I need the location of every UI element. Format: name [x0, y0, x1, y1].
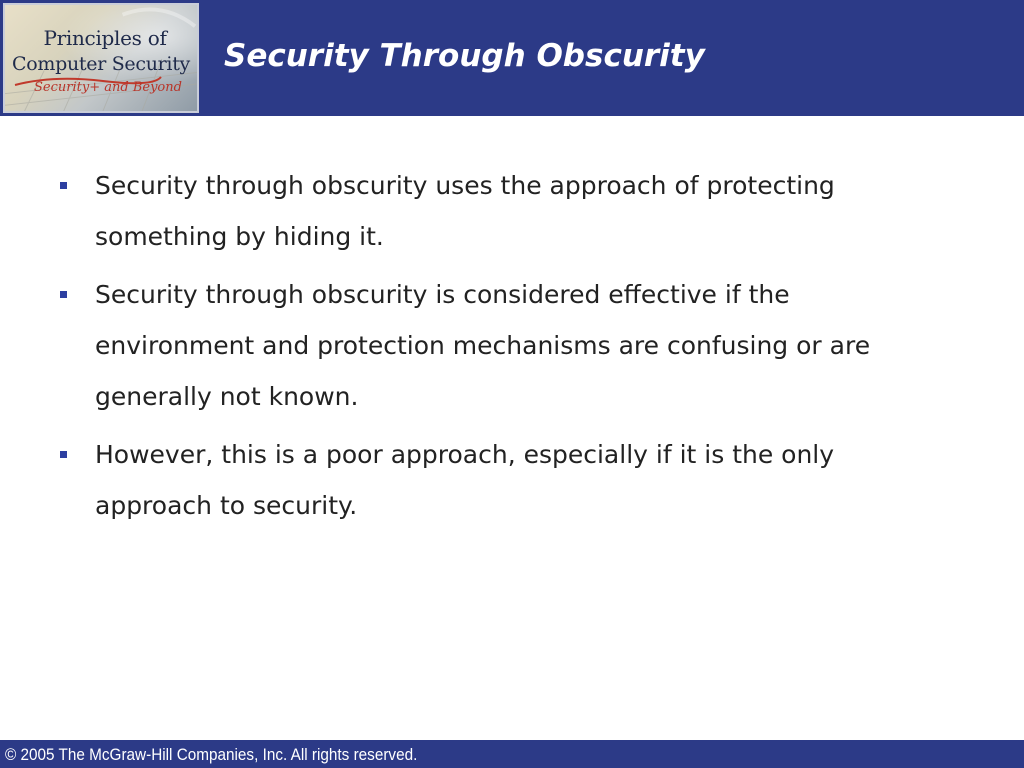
logo-subtitle: Security+ and Beyond — [34, 80, 182, 95]
square-bullet-icon — [60, 291, 67, 298]
book-logo — [3, 3, 199, 113]
footer-bar — [0, 740, 1024, 768]
square-bullet-icon — [60, 451, 67, 458]
bullet-text: However, this is a poor approach, especially if it is the only approach to security. — [95, 440, 835, 520]
logo-title-line-1: Principles of — [43, 26, 167, 50]
bullet-item — [56, 429, 956, 531]
copyright-notice: © 2005 The McGraw-Hill Companies, Inc. All rights reserved. — [5, 745, 418, 764]
bullet-item — [56, 160, 956, 262]
bullet-text: Security through obscurity is considered effective if the environment and protection mechanisms are confusing or are generally not known. — [95, 280, 871, 411]
logo-title-line-2: Computer Security — [12, 53, 190, 75]
header-bar — [0, 0, 1024, 116]
bullet-list — [56, 160, 956, 538]
square-bullet-icon — [60, 182, 67, 189]
bullet-item — [56, 269, 956, 422]
slide-title: Security Through Obscurity — [224, 38, 705, 74]
bullet-text: Security through obscurity uses the approach of protecting something by hiding it. — [95, 171, 835, 251]
